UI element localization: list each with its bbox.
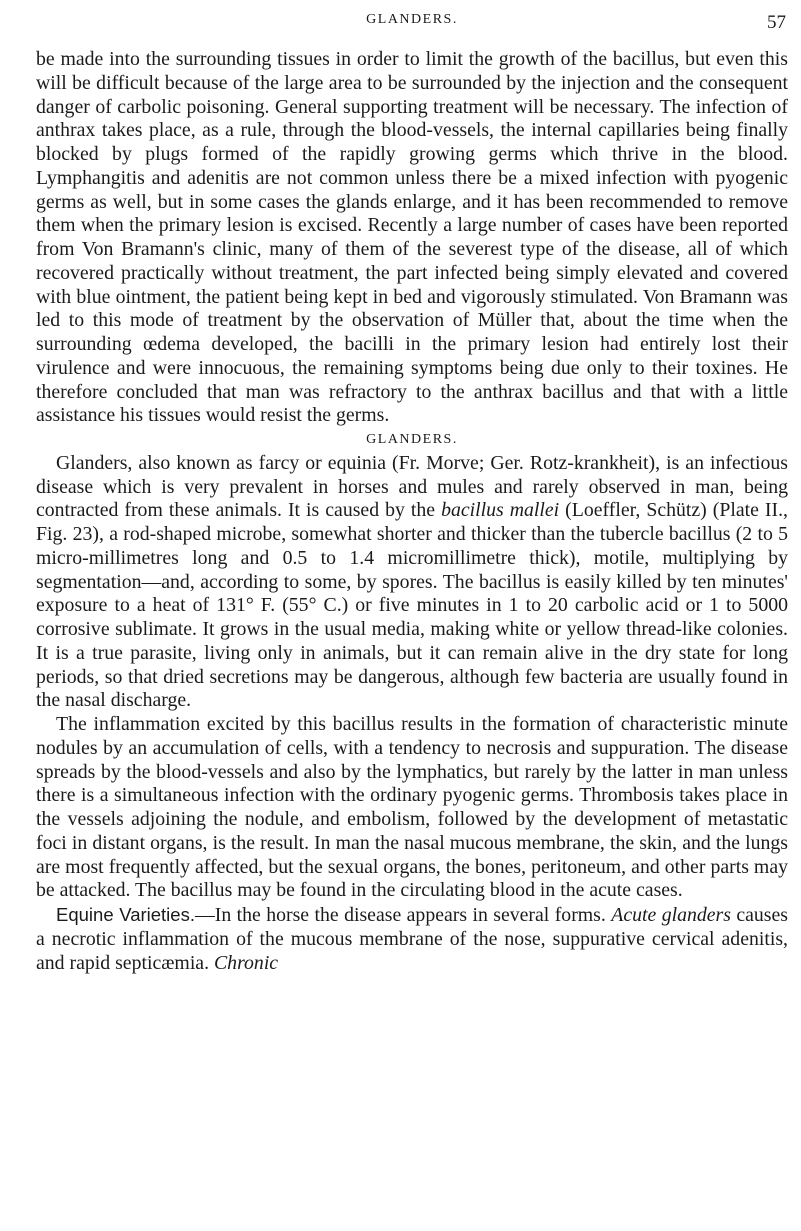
- paragraph-text: Glanders, also known as farcy or equinia (Fr. Morve; Ger. Rotz-krankheit), is an infectious disease which is very prevalent in horses and mules and rarely observed in man, being contracted from these animals. It is caused by the: [36, 451, 788, 522]
- paragraph-text: —In the horse the disease appears in several forms.: [194, 904, 612, 926]
- page-number: 57: [767, 12, 786, 33]
- paragraph-inflammation: The inflammation excited by this bacillus results in the formation of characteristic minute nodules by an accumulation of cells, with a tendency to necrosis and suppuration. The disease spreads by the blood-vessels and also by the lymphatics, but rarely by the latter in man unless there is a simultaneous infection with the ordinary pyogenic germs. Thrombosis takes place in the vessels adjoining the nodule, and embolism, followed by the development of metastatic foci in distant organs, is the result. In man the nasal mucous membrane, the skin, and the lungs are most frequently affected, but the sexual organs, the bones, peritoneum, and other parts may be attacked. The bacillus may be found in the circulating blood in the acute cases.: [36, 713, 788, 902]
- running-head: [36, 8, 788, 48]
- paragraph-equine-varieties: [36, 903, 788, 975]
- paragraph-glanders-intro: [36, 452, 788, 713]
- italic-term: Acute glanders: [611, 904, 731, 926]
- paragraph-text: (Loeffler, Schütz) (Plate II., Fig. 23), a rod-shaped microbe, somewhat shorter and thicker than the tubercle bacillus (2 to 5 micro-millimetres long and 0.5 to 1.4 micromillimetre thick), motile, multiplying by segmentation—and, according to some, by spores. The bacillus is easily killed by ten minutes' exposure to a heat of 131° F. (55° C.) or five minutes in 1 to 20 carbolic acid or 1 to 5000 corrosive sublimate. It grows in the usual media, making white or yellow thread-like colonies. It is a true parasite, living only in animals, but it can remain alive in the dry state for long periods, so that dried secretions may be dangerous, although few bacteria are usually found in the nasal discharge.: [36, 499, 788, 712]
- book-page: [36, 8, 788, 975]
- paragraph-text: causes a necrotic inflammation of the mucous membrane of the nose, suppurative cervical adenitis, and rapid septicæmia.: [36, 904, 788, 974]
- section-heading: GLANDERS.: [366, 432, 458, 447]
- running-title: GLANDERS.: [366, 12, 458, 27]
- italic-term: Chronic: [213, 951, 279, 974]
- runin-heading: Equine Varieties.: [56, 904, 195, 925]
- italic-term: bacillus mallei: [441, 499, 560, 522]
- paragraph-anthrax-treatment: be made into the surrounding tissues in order to limit the growth of the bacillus, but even this will be difficult because of the large area to be surrounded by the injection and the consequent danger of carbolic poisoning. General supporting treatment will be necessary. The infection of anthrax takes place, as a rule, through the blood-vessels, the internal capillaries being finally blocked by plugs formed of the rapidly growing germs which thrive in the blood. Lymphangitis and adenitis are not common unless there be a mixed infection with pyogenic germs as well, but in some cases the glands enlarge, and it has been recommended to remove them when the primary lesion is excised. Recently a large number of cases have been reported from Von Bramann's clinic, many of them of the severest type of the disease, all of which recovered practically without treatment, the part infected being simply elevated and covered with blue ointment, the patient being kept in bed and vigorously stimulated. Von Bramann was led to this mode of treatment by the observation of Müller that, about the time when the surrounding œdema developed, the bacilli in the primary lesion had entirely lost their virulence and were innocuous, the remaining symptoms being due only to their toxines. He therefore concluded that man was refractory to the anthrax bacillus and that with a little assistance his tissues would resist the germs.: [36, 48, 788, 427]
